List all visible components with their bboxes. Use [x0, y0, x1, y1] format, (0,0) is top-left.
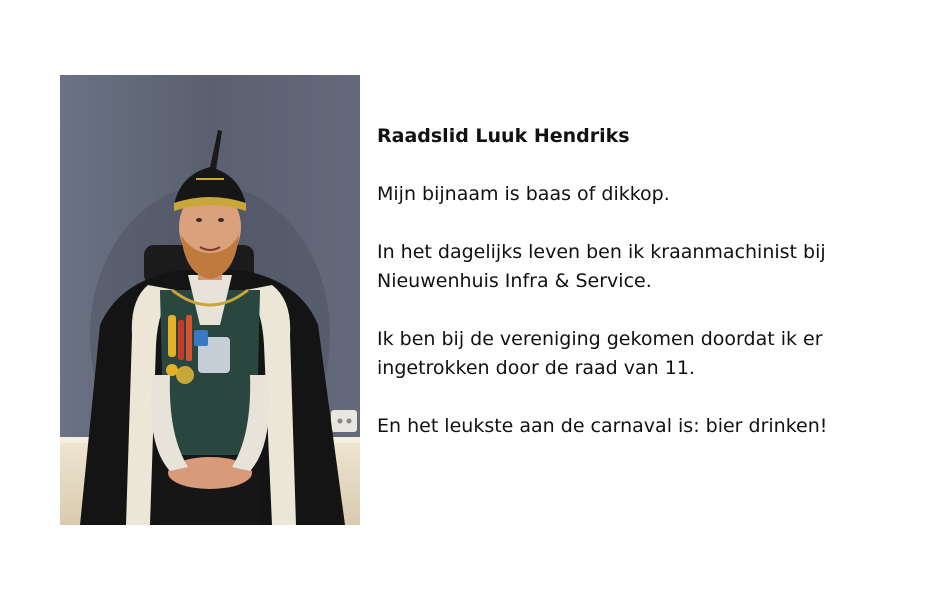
bio-paragraph-favorite: En het leukste aan de carnaval is: bier drinken! — [377, 415, 828, 437]
bio-paragraph-nickname: Mijn bijnaam is baas of dikkop. — [377, 183, 670, 205]
portrait-photo — [60, 75, 360, 525]
bio-paragraph-joined: Ik ben bij de vereniging gekomen doordat ik er ingetrokken door de raad van 11. — [377, 328, 823, 379]
bio-text — [377, 122, 917, 470]
member-name: Raadslid Luuk Hendriks — [377, 125, 630, 147]
bio-paragraph-job: In het dagelijks leven ben ik kraanmachinist bij Nieuwenhuis Infra & Service. — [377, 241, 826, 292]
